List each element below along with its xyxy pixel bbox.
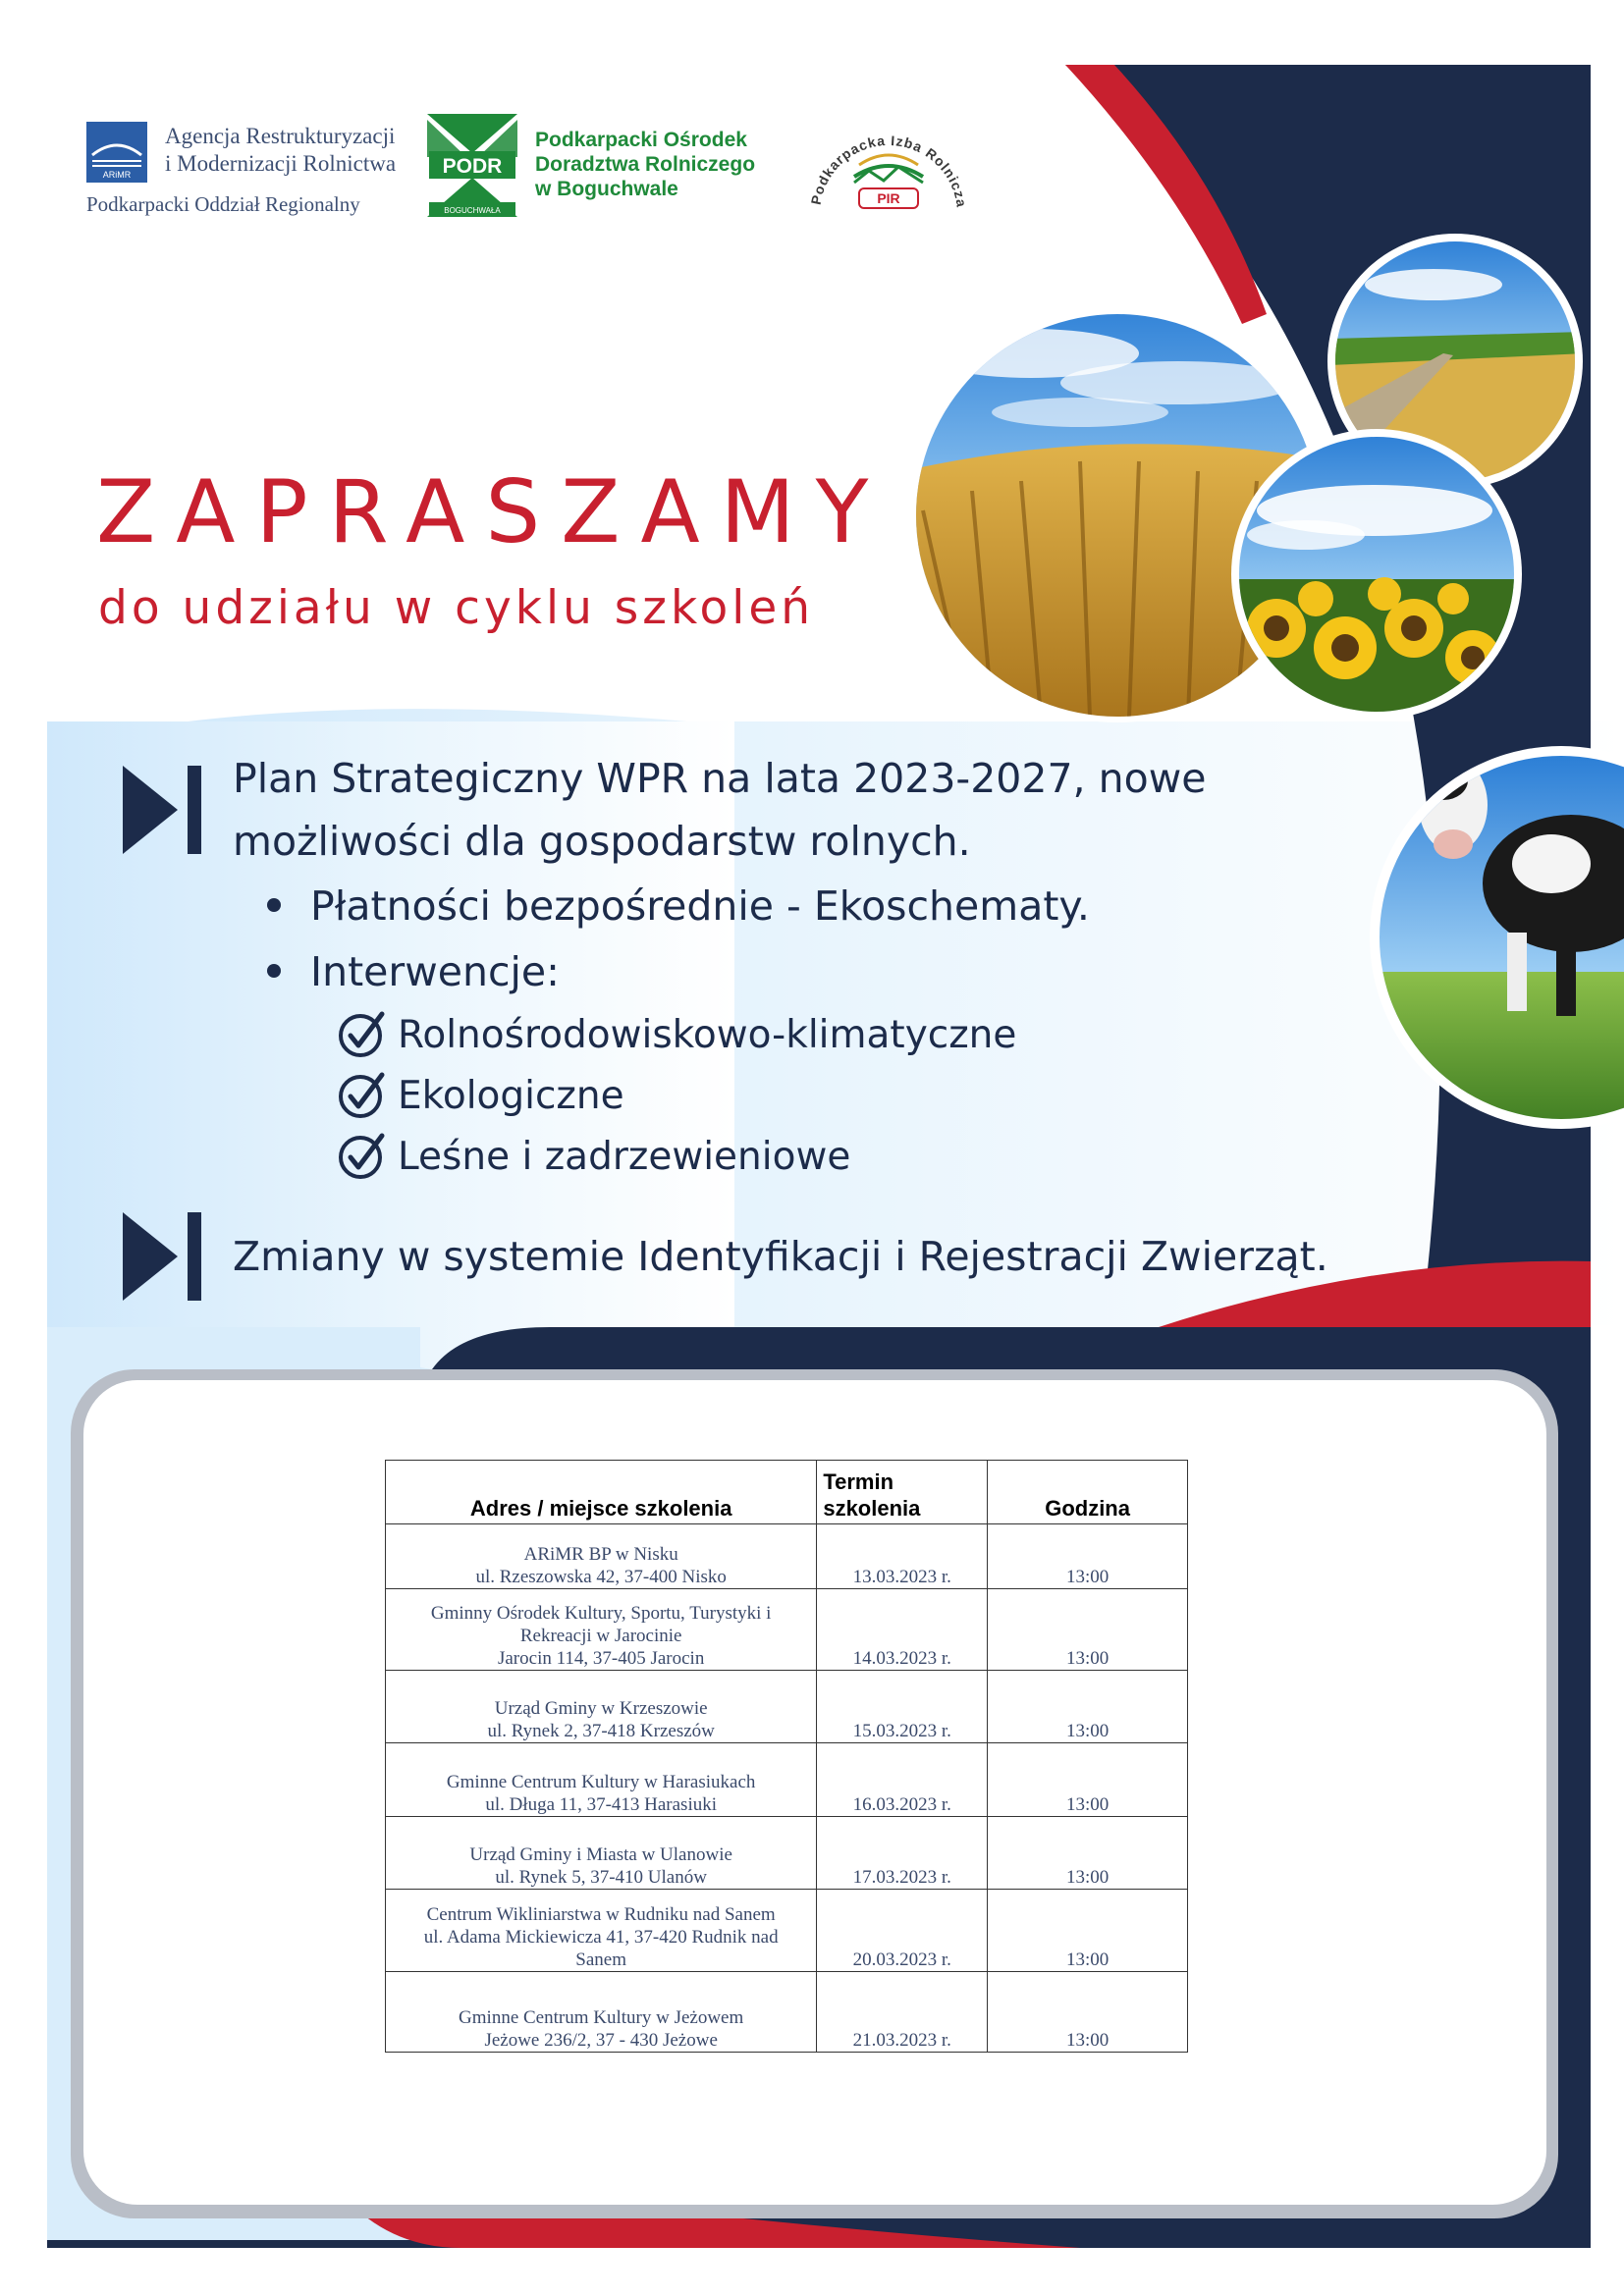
topic1-marker-icon bbox=[123, 766, 201, 854]
pir-logo bbox=[800, 106, 977, 229]
address-cell bbox=[386, 1972, 817, 2053]
address-line: Centrum Wikliniarstwa w Rudniku nad Sanem bbox=[426, 1904, 776, 1925]
date-cell: 16.03.2023 r. bbox=[817, 1743, 988, 1817]
address-line: ARiMR BP w Nisku bbox=[523, 1544, 678, 1565]
address-line: Gminny Ośrodek Kultury, Sportu, Turystyki i bbox=[430, 1603, 772, 1624]
address-line: Rekreacji w Jarocinie bbox=[519, 1626, 682, 1646]
date-cell: 15.03.2023 r. bbox=[817, 1671, 988, 1743]
podr-name-line1: Podkarpacki Ośrodek bbox=[535, 129, 747, 151]
check-item-agri-env bbox=[337, 1011, 1016, 1063]
podr-badge-text: PODR bbox=[442, 155, 503, 178]
header-time: Godzina bbox=[988, 1461, 1188, 1524]
time-cell: 13:00 bbox=[988, 1972, 1188, 2053]
podr-logo bbox=[427, 114, 790, 222]
table-row bbox=[386, 1972, 1188, 2053]
check-circle-icon bbox=[337, 1008, 388, 1059]
header-address: Adres / miejsce szkolenia bbox=[386, 1461, 817, 1524]
bullet-item-interventions bbox=[267, 942, 560, 1001]
podr-badge-bottom: BOGUCHWAŁA bbox=[444, 206, 501, 215]
address-line: Sanem bbox=[575, 1949, 627, 1970]
address-line: Urząd Gminy i Miasta w Ulanowie bbox=[469, 1844, 732, 1865]
time-cell: 13:00 bbox=[988, 1671, 1188, 1743]
hero-title: ZAPRASZAMY bbox=[96, 461, 890, 562]
schedule-table bbox=[385, 1460, 1188, 2053]
address-line: ul. Rzeszowska 42, 37-400 Nisko bbox=[475, 1567, 727, 1587]
check-item-forest bbox=[337, 1133, 850, 1185]
time-cell: 13:00 bbox=[988, 1524, 1188, 1589]
check-item-ecological bbox=[337, 1072, 624, 1124]
time-cell: 13:00 bbox=[988, 1817, 1188, 1890]
table-row bbox=[386, 1589, 1188, 1671]
table-row bbox=[386, 1890, 1188, 1972]
check-label: Leśne i zadrzewieniowe bbox=[398, 1135, 851, 1179]
address-cell bbox=[386, 1817, 817, 1890]
header-date-line2: szkolenia bbox=[823, 1496, 921, 1521]
check-circle-icon bbox=[337, 1130, 388, 1181]
address-line: Gminne Centrum Kultury w Harasiukach bbox=[446, 1772, 756, 1792]
arimr-emblem-icon bbox=[86, 122, 147, 183]
bullet-dot-icon bbox=[267, 898, 281, 912]
podr-name-line2: Doradztwa Rolniczego bbox=[535, 153, 756, 176]
arimr-emblem bbox=[86, 122, 147, 183]
address-cell bbox=[386, 1524, 817, 1589]
arimr-name-line2: i Modernizacji Rolnictwa bbox=[165, 151, 397, 176]
podr-emblem-icon bbox=[427, 114, 517, 217]
arimr-region: Podkarpacki Oddział Regionalny bbox=[86, 192, 360, 216]
check-label: Ekologiczne bbox=[398, 1074, 624, 1118]
topic1-line1: Plan Strategiczny WPR na lata 2023-2027, nowe bbox=[233, 755, 1207, 802]
bullet-label: Płatności bezpośrednie - Ekoschematy. bbox=[310, 882, 1090, 930]
time-cell: 13:00 bbox=[988, 1743, 1188, 1817]
date-cell: 20.03.2023 r. bbox=[817, 1890, 988, 1972]
table-row bbox=[386, 1524, 1188, 1589]
topic2-marker-icon bbox=[123, 1212, 201, 1301]
address-cell bbox=[386, 1671, 817, 1743]
address-cell bbox=[386, 1589, 817, 1671]
time-cell: 13:00 bbox=[988, 1589, 1188, 1671]
arimr-badge-text: ARiMR bbox=[102, 170, 132, 180]
pir-badge-text: PIR bbox=[877, 190, 900, 206]
table-row bbox=[386, 1743, 1188, 1817]
podr-emblem bbox=[427, 114, 517, 217]
address-line: Jarocin 114, 37-405 Jarocin bbox=[497, 1648, 705, 1669]
check-circle-icon bbox=[337, 1069, 388, 1120]
bullet-dot-icon bbox=[267, 964, 281, 978]
time-cell: 13:00 bbox=[988, 1890, 1188, 1972]
check-label: Rolnośrodowiskowo-klimatyczne bbox=[398, 1013, 1017, 1057]
podr-name-line3: w Boguchwale bbox=[535, 178, 678, 200]
date-cell: 14.03.2023 r. bbox=[817, 1589, 988, 1671]
address-line: ul. Długa 11, 37-413 Harasiuki bbox=[485, 1794, 718, 1815]
date-cell: 13.03.2023 r. bbox=[817, 1524, 988, 1589]
header-date bbox=[817, 1461, 988, 1524]
address-line: Gminne Centrum Kultury w Jeżowem bbox=[459, 2007, 744, 2028]
address-line: ul. Adama Mickiewicza 41, 37-420 Rudnik nad bbox=[423, 1927, 779, 1948]
date-cell: 17.03.2023 r. bbox=[817, 1817, 988, 1890]
arimr-name-line1: Agencja Restrukturyzacji bbox=[165, 124, 396, 148]
hero-subtitle: do udziału w cyklu szkoleń bbox=[98, 581, 815, 635]
address-cell bbox=[386, 1743, 817, 1817]
pir-arc-text: Podkarpacka Izba Rolnicza bbox=[807, 132, 970, 209]
arimr-logo bbox=[86, 118, 401, 226]
bullet-label: Interwencje: bbox=[310, 948, 560, 995]
bullet-item-payments bbox=[267, 877, 1090, 935]
table-row bbox=[386, 1671, 1188, 1743]
address-line: ul. Rynek 5, 37-410 Ulanów bbox=[495, 1867, 707, 1888]
topic1-line2: możliwości dla gospodarstw rolnych. bbox=[233, 818, 971, 865]
date-cell: 21.03.2023 r. bbox=[817, 1972, 988, 2053]
table-header-row bbox=[386, 1461, 1188, 1524]
address-cell bbox=[386, 1890, 817, 1972]
pir-emblem-icon bbox=[800, 106, 977, 229]
topic2-line: Zmiany w systemie Identyfikacji i Rejestracji Zwierząt. bbox=[233, 1233, 1328, 1280]
table-row bbox=[386, 1817, 1188, 1890]
header-date-line1: Termin bbox=[823, 1469, 894, 1494]
address-line: Jeżowe 236/2, 37 - 430 Jeżowe bbox=[484, 2030, 718, 2051]
address-line: Urząd Gminy w Krzeszowie bbox=[494, 1698, 708, 1719]
address-line: ul. Rynek 2, 37-418 Krzeszów bbox=[487, 1721, 715, 1741]
